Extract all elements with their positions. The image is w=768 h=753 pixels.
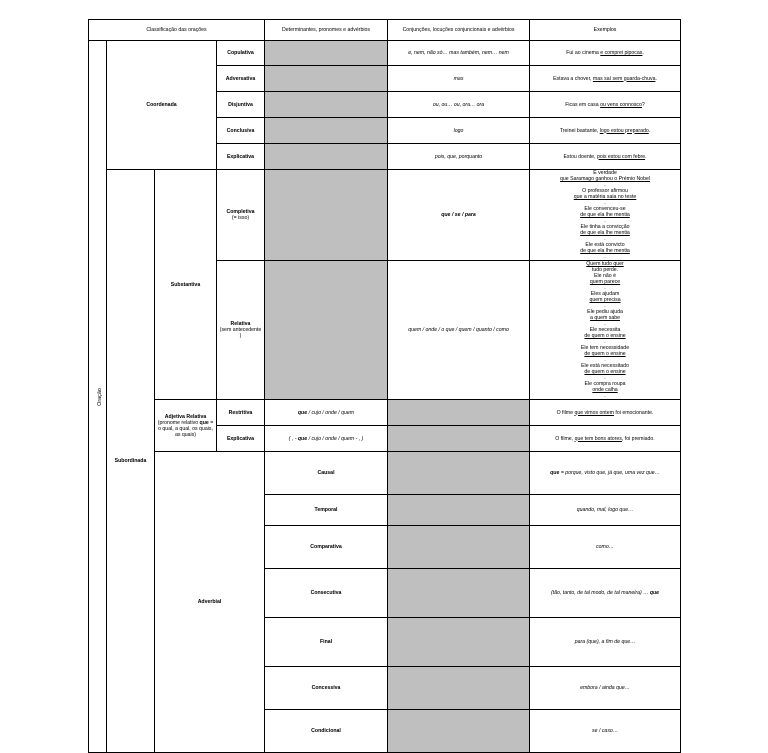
conj-cell: quando, mal, logo que… [530, 495, 681, 526]
conj-cell: quem / onde / o que / quem / quanto / como [388, 261, 530, 400]
conj-cell: que / se / para [388, 170, 530, 261]
conj-cell: como… [530, 526, 681, 569]
conj-cell: mas [388, 66, 530, 92]
row-type: Explicativa [217, 426, 265, 452]
row-type: Copulativa [217, 41, 265, 66]
example-cell: O filme, que tem bons atores, foi premiado. [530, 426, 681, 452]
header-row [89, 20, 681, 41]
det-cell: ( , - que / cujo / onde / quem - , ) [265, 426, 388, 452]
det-cell: que / cujo / onde / quem [265, 400, 388, 426]
example-cell: Estava a chover, mas saí sem guarda-chuva. [530, 66, 681, 92]
gray-cell [265, 170, 388, 261]
gray-cell [388, 426, 530, 452]
adjetiva-label: Adjetiva Relativa (pronome relativo que = o qual, a qual, os quais, as quais) [155, 400, 217, 452]
header-examples: Exemplos [530, 20, 681, 41]
conj-cell: para (que), a fim de que… [530, 618, 681, 667]
header-determinants: Determinantes, pronomes e advérbios [265, 20, 388, 41]
table-row [89, 41, 681, 66]
oracao-cell [89, 41, 107, 753]
row-type: Condicional [265, 710, 388, 753]
row-type: Conclusiva [217, 118, 265, 144]
gray-cell [388, 710, 530, 753]
conj-cell: que = porque, visto que, já que, uma vez que… [530, 452, 681, 495]
header-classification: Classificação das orações [89, 20, 265, 41]
table-row [89, 170, 681, 261]
example-cell: Treinei bastante, logo estou preparado. [530, 118, 681, 144]
conj-cell: logo [388, 118, 530, 144]
conj-cell: (tão, tanto, de tal modo, de tal maneira) … que [530, 569, 681, 618]
gray-cell [388, 452, 530, 495]
gray-cell [265, 261, 388, 400]
gray-cell [388, 667, 530, 710]
subordinada-label: Subordinada [107, 170, 155, 753]
row-type: Causal [265, 452, 388, 495]
conj-cell: pois, que, porquanto [388, 144, 530, 170]
conj-cell: e, nem, não só… mas também, nem… nem [388, 41, 530, 66]
row-type: Completiva (= isso) [217, 170, 265, 261]
row-type: Restritiva [217, 400, 265, 426]
row-type: Final [265, 618, 388, 667]
coordenada-label: Coordenada [107, 41, 217, 170]
row-type: Concessiva [265, 667, 388, 710]
conj-cell: ou, ou… ou, ora… ora [388, 92, 530, 118]
row-type: Temporal [265, 495, 388, 526]
row-type: Relativa (sem antecedente ) [217, 261, 265, 400]
conj-cell: embora / ainda que… [530, 667, 681, 710]
example-cell: O filme que vimos ontem foi emocionante. [530, 400, 681, 426]
gray-cell [265, 66, 388, 92]
gray-cell [388, 495, 530, 526]
example-cell: Quem tudo quer tudo perde. Ele não é quem parece . Eles ajudam quem precisa . Ele pediu ajuda a quem sabe . Ele necessita de quem o ensine . Ele tem necessidade de quem o ensine . Ele está necessitado de quem o ensine . Ele compra roupa onde calha . [530, 261, 681, 400]
example-cell: Fui ao cinema e comprei pipocas. [530, 41, 681, 66]
adverbial-label: Adverbial [155, 452, 265, 753]
gray-cell [388, 400, 530, 426]
gray-cell [265, 144, 388, 170]
gray-cell [265, 118, 388, 144]
oracao-label: Oração [96, 387, 103, 406]
table-row [89, 452, 681, 495]
row-type: Disjuntiva [217, 92, 265, 118]
header-conjunctions: Conjunções, locuções conjuncionais e advérbios [388, 20, 530, 41]
row-type: Adversativa [217, 66, 265, 92]
gray-cell [388, 569, 530, 618]
table-row [89, 400, 681, 426]
example-cell: Estou doente, pois estou com febre. [530, 144, 681, 170]
row-type: Explicativa [217, 144, 265, 170]
classification-table [88, 19, 681, 753]
gray-cell [388, 618, 530, 667]
example-cell: É verdade que Saramago ganhou o Prémio Nobel . O professor afirmou que a matéria saia no teste . Ele convenceu-se de que ela lhe mentia . Ele tinha a convicção de que ela lhe mentia . Ele está convicto de que ela lhe mentia . [530, 170, 681, 261]
gray-cell [265, 92, 388, 118]
row-type: Consecutiva [265, 569, 388, 618]
example-cell: Ficas em casa ou vens connosco? [530, 92, 681, 118]
conj-cell: se / caso… [530, 710, 681, 753]
gray-cell [265, 41, 388, 66]
row-type: Comparativa [265, 526, 388, 569]
gray-cell [388, 526, 530, 569]
substantiva-label: Substantiva [155, 170, 217, 400]
